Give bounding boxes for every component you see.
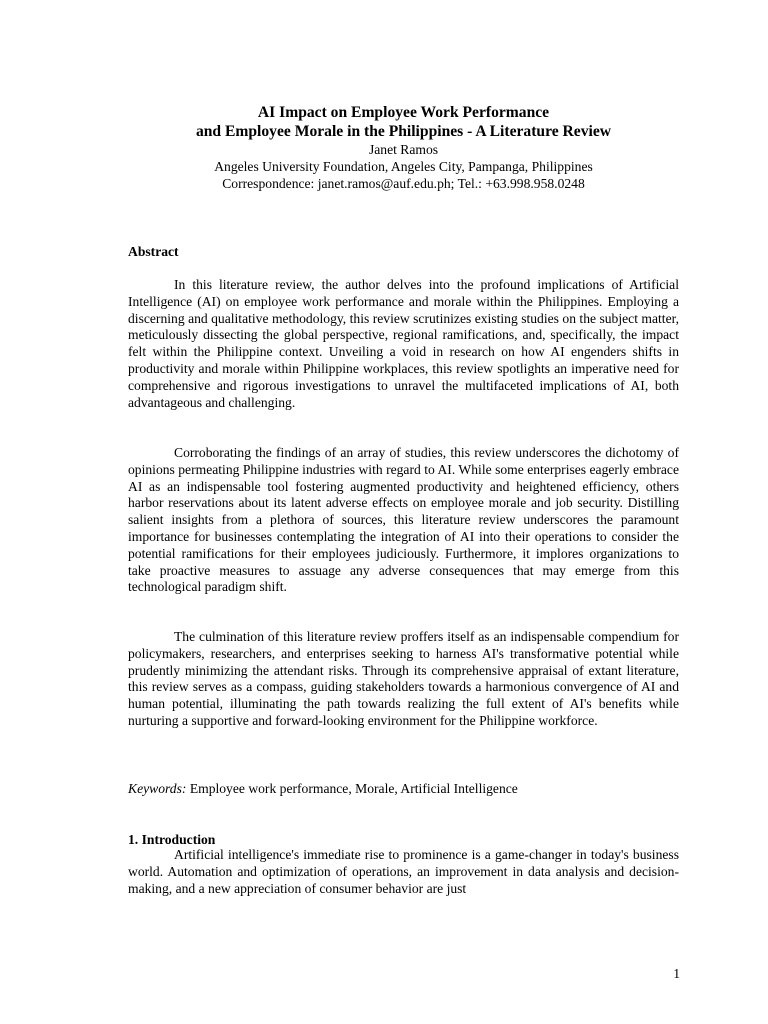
- abstract-paragraph-1-block: [128, 277, 679, 411]
- abstract-paragraph-2: Corroborating the findings of an array of studies, this review underscores the dichotomy of opinions permeating Philippine industries with regard to AI. While some enterprises eagerly embrace AI as an indispensable tool fostering augmented productivity and heightened efficiency, others harbor reservations about its latent adverse effects on employee morale and job security. Distilling salient insights from a plethora of sources, this literature review underscores the paramount importance for businesses contemplating the integration of AI into their operations to consider the potential ramifications for their employees judiciously. Furthermore, it implores organizations to take proactive measures to assuage any adverse consequences that may emerge from this technological paradigm shift.: [128, 445, 679, 595]
- introduction-paragraph-block: [128, 847, 679, 897]
- abstract-paragraph-1: In this literature review, the author delves into the profound implications of Artificial Intelligence (AI) on employee work performance and morale within the Philippines. Employing a discerning and qualitative methodology, this review scrutinizes existing studies on the subject matter, meticulously dissecting the global perspective, regional ramifications, and, specifically, the impact felt within the Philippine context. Unveiling a void in research on how AI engenders shifts in productivity and morale within Philippine workplaces, this review spotlights an imperative need for comprehensive and rigorous investigations to unravel the multifaceted implications of AI, both advantageous and challenging.: [128, 277, 679, 410]
- abstract-paragraph-3: The culmination of this literature review proffers itself as an indispensable compendium for policymakers, researchers, and enterprises seeking to harness AI's transformative potential while prudently minimizing the attendant risks. Through its comprehensive appraisal of extant literature, this review serves as a compass, guiding stakeholders towards a harmonious convergence of AI and human potential, illuminating the path towards realizing the full extent of AI's benefits while nurturing a supportive and forward-looking environment for the Philippine workforce.: [128, 629, 679, 728]
- introduction-paragraph: Artificial intelligence's immediate rise to prominence is a game-changer in today's business world. Automation and optimization of operations, an improvement in data analysis and decision-making, and a new appreciation of consumer behavior are just: [128, 847, 679, 896]
- paper-header: [128, 103, 679, 192]
- correspondence-line: Correspondence: janet.ramos@auf.edu.ph; Tel.: +63.998.958.0248: [222, 176, 585, 191]
- paper-title-line-2: and Employee Morale in the Philippines - A Literature Review: [195, 123, 612, 140]
- page-number: 1: [673, 966, 680, 981]
- keywords-line: [128, 780, 679, 797]
- author-affiliation: Angeles University Foundation, Angeles City, Pampanga, Philippines: [214, 159, 593, 174]
- abstract-heading: Abstract: [128, 244, 179, 259]
- author-name: Janet Ramos: [368, 142, 439, 157]
- keywords-text: Employee work performance, Morale, Artificial Intelligence: [189, 781, 518, 796]
- abstract-paragraph-2-block: [128, 445, 679, 596]
- paper-title-line-1: AI Impact on Employee Work Performance: [257, 104, 550, 121]
- introduction-heading: 1. Introduction: [128, 832, 216, 847]
- abstract-paragraph-3-block: [128, 629, 679, 730]
- keywords-label: Keywords:: [128, 781, 187, 796]
